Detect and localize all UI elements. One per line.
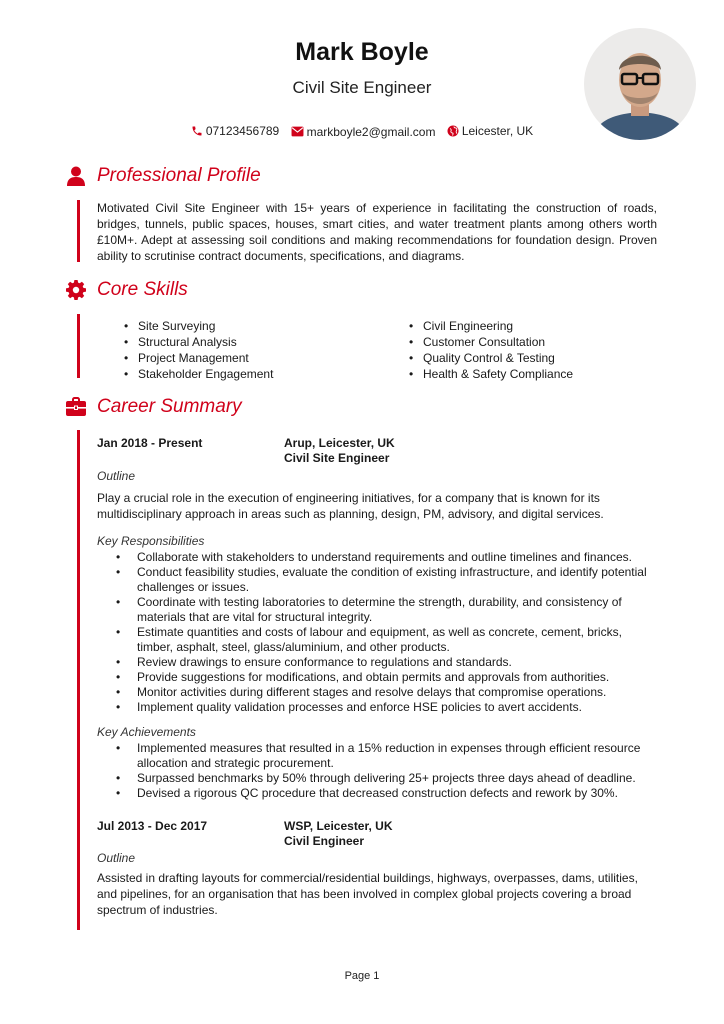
section-accent-bar bbox=[77, 314, 80, 378]
list-item: • Conduct feasibility studies, evaluate the condition of existing infrastructure, and identify potential challenges or issues. bbox=[112, 565, 660, 595]
skills-list bbox=[124, 318, 664, 382]
candidate-role: Civil Site Engineer bbox=[292, 78, 432, 97]
list-item: • Surpassed benchmarks by 50% through delivering 25+ projects three days ahead of deadline. bbox=[112, 771, 660, 786]
email-text[interactable]: markboyle2@gmail.com bbox=[306, 124, 436, 139]
job-outline: Assisted in drafting layouts for commercial/residential buildings, highways, overpasses, dams, utilities, and pipelines, for an organisation that has been involved in complex global projects covering a broad spectrum of industries. bbox=[97, 871, 638, 917]
skill-item: • Structural Analysis bbox=[124, 334, 409, 350]
job-outline: Play a crucial role in the execution of engineering initiatives, for a company that is known for its multidisciplinary approach in areas such as planning, design, PM, advisory, and digital services. bbox=[97, 491, 604, 521]
list-item: • Monitor activities during different stages and resolve delays that compromise operations. bbox=[112, 685, 660, 700]
section-professional-profile bbox=[66, 165, 261, 187]
list-item: • Devised a rigorous QC procedure that decreased construction defects and rework by 30%. bbox=[112, 786, 660, 801]
globe-icon bbox=[447, 125, 459, 137]
skill-item: • Quality Control & Testing bbox=[409, 350, 573, 366]
location-text: Leicester, UK bbox=[461, 124, 534, 138]
list-item: • Review drawings to ensure conformance to regulations and standards. bbox=[112, 655, 660, 670]
achievements-label: Key Achievements bbox=[97, 725, 196, 739]
job-dates: Jan 2018 - Present bbox=[97, 436, 203, 450]
section-accent-bar bbox=[77, 430, 80, 930]
section-accent-bar bbox=[77, 200, 80, 262]
outline-label: Outline bbox=[97, 851, 136, 865]
responsibilities-label: Key Responsibilities bbox=[97, 534, 205, 548]
section-title: Core Skills bbox=[97, 279, 188, 300]
envelope-icon bbox=[291, 126, 304, 137]
skill-item: • Project Management bbox=[124, 350, 409, 366]
section-title: Professional Profile bbox=[97, 165, 261, 186]
gear-icon bbox=[66, 280, 86, 300]
skill-item: • Civil Engineering bbox=[409, 318, 573, 334]
candidate-name: Mark Boyle bbox=[295, 38, 429, 66]
list-item: • Provide suggestions for modifications, and obtain permits and approvals from authorities. bbox=[112, 670, 660, 685]
list-item: • Implemented measures that resulted in a 15% reduction in expenses through efficient resource allocation and strategic procurement. bbox=[112, 741, 660, 771]
phone-icon bbox=[191, 125, 203, 137]
achievements-list bbox=[112, 741, 660, 801]
skills-column-left bbox=[124, 318, 409, 382]
list-item: • Coordinate with testing laboratories to determine the strength, durability, and consistency of materials that are vital for structural integrity. bbox=[112, 595, 660, 625]
job-position: Civil Engineer bbox=[284, 834, 365, 848]
responsibilities-list bbox=[112, 550, 660, 715]
job-employer: Arup, Leicester, UK bbox=[284, 436, 395, 450]
page-number: Page 1 bbox=[344, 970, 380, 982]
skill-item: • Customer Consultation bbox=[409, 334, 573, 350]
skill-item: • Stakeholder Engagement bbox=[124, 366, 409, 382]
user-icon bbox=[66, 166, 86, 186]
skill-item: • Site Surveying bbox=[124, 318, 409, 334]
contact-location bbox=[447, 124, 533, 138]
section-core-skills bbox=[66, 279, 188, 301]
list-item: • Collaborate with stakeholders to understand requirements and outline timelines and finances. bbox=[112, 550, 660, 565]
profile-text: Motivated Civil Site Engineer with 15+ years of experience in facilitating the construction of roads, bridges, tunnels, public spaces, houses, smart cities, and water treatment plants among others worth £10M+. Adept at assessing soil conditions and making recommendations for foundation design. Proven ability to scrutinise contract documents, specifications, and diagrams. bbox=[97, 201, 657, 263]
section-title: Career Summary bbox=[97, 396, 242, 417]
job-dates: Jul 2013 - Dec 2017 bbox=[97, 819, 208, 833]
list-item: • Implement quality validation processes and enforce HSE policies to avert accidents. bbox=[112, 700, 660, 715]
profile-photo bbox=[584, 28, 696, 140]
skills-column-right bbox=[409, 318, 573, 382]
phone-text[interactable]: 07123456789 bbox=[205, 124, 280, 138]
briefcase-icon bbox=[66, 397, 86, 417]
job-employer: WSP, Leicester, UK bbox=[284, 819, 393, 833]
list-item: • Estimate quantities and costs of labour and equipment, as well as concrete, cement, bricks, timber, asphalt, steel, glass/aluminium, and other products. bbox=[112, 625, 660, 655]
skill-item: • Health & Safety Compliance bbox=[409, 366, 573, 382]
contact-phone bbox=[191, 124, 279, 138]
section-career-summary bbox=[66, 396, 242, 418]
contact-email bbox=[291, 125, 436, 139]
outline-label: Outline bbox=[97, 469, 136, 483]
job-position: Civil Site Engineer bbox=[284, 451, 390, 465]
